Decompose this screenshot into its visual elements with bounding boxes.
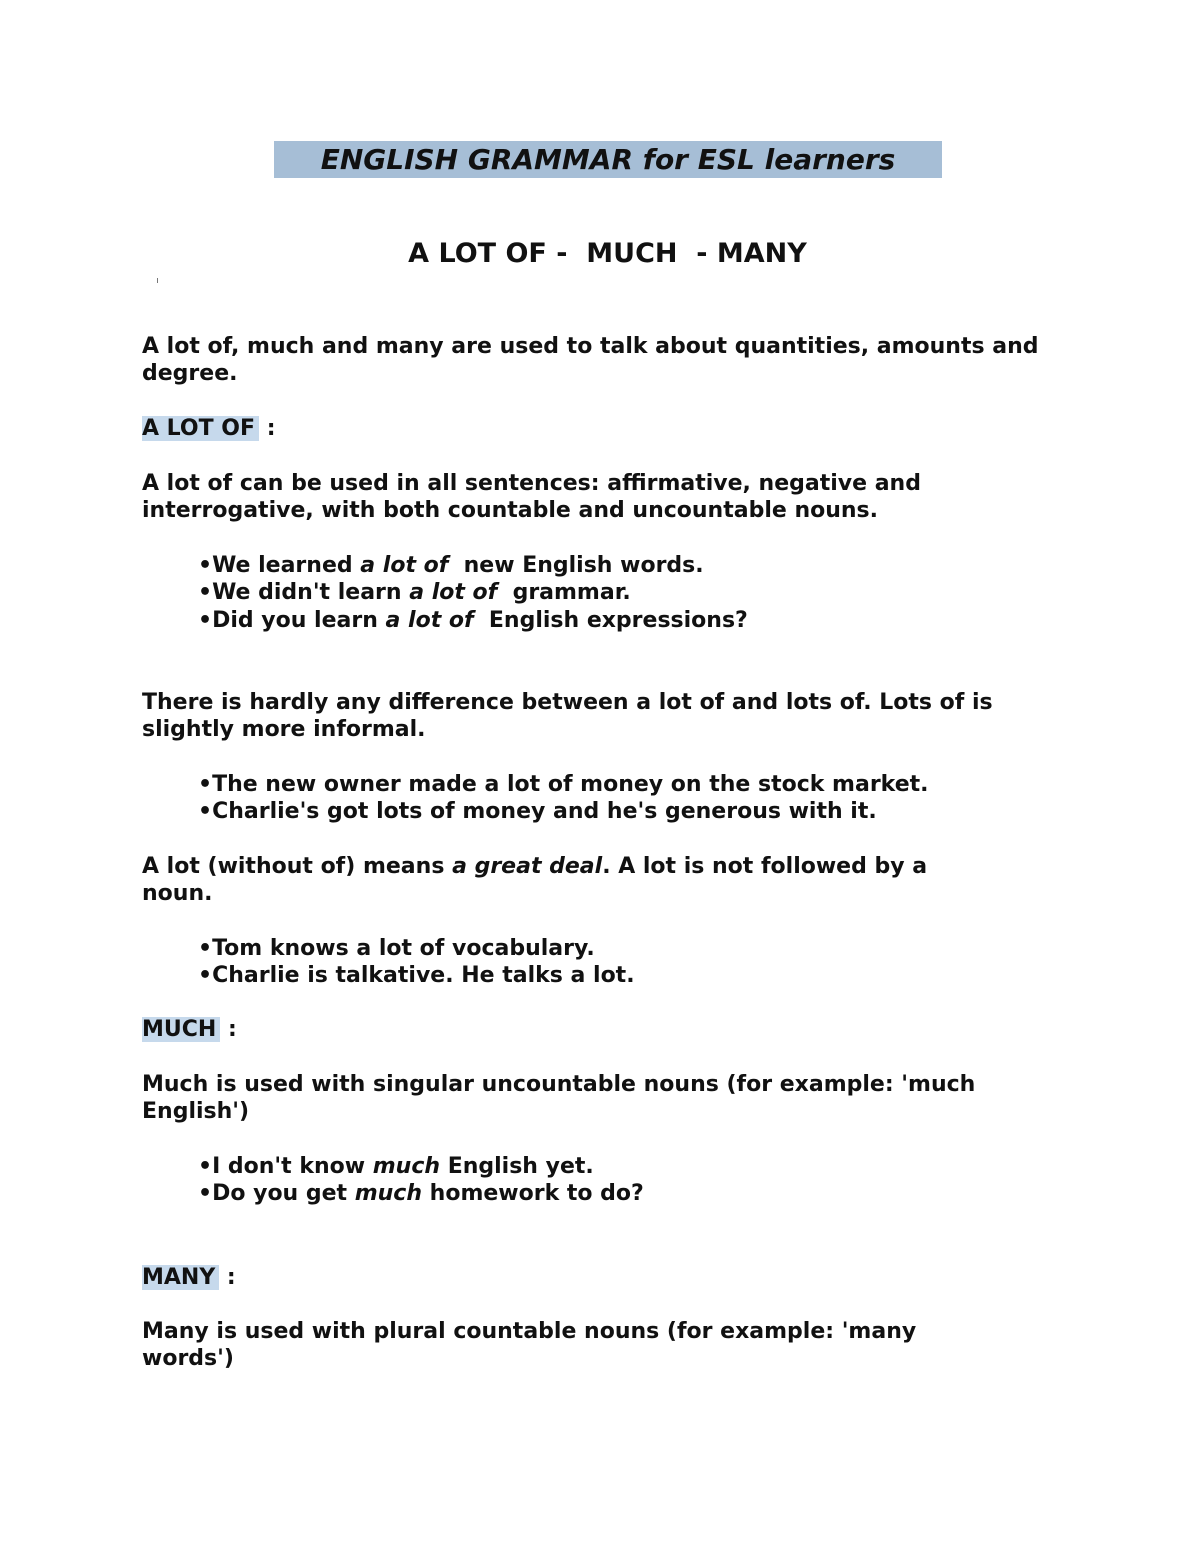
a-lot-examples xyxy=(198,935,635,990)
list-item: • Did you learn a lot of English expressions? xyxy=(198,607,748,634)
list-item: • Tom knows a lot of vocabulary. xyxy=(198,935,635,962)
heading-colon: : xyxy=(219,1265,236,1290)
much-examples xyxy=(198,1153,644,1208)
section-heading-much xyxy=(142,1016,237,1043)
section-heading-many xyxy=(142,1264,236,1291)
lots-of-note: There is hardly any difference between a lot of and lots of. Lots of is slightly more informal. xyxy=(142,690,993,742)
list-item: • Charlie is talkative. He talks a lot. xyxy=(198,962,635,989)
a-lot-of-description: A lot of can be used in all sentences: affirmative, negative and interrogative, with both countable and uncountable nouns. xyxy=(142,471,921,523)
list-item: • We learned a lot of new English words. xyxy=(198,552,748,579)
list-item: • Charlie's got lots of money and he's generous with it. xyxy=(198,798,929,825)
list-item: • The new owner made a lot of money on the stock market. xyxy=(198,771,929,798)
section-heading-a-lot-of xyxy=(142,415,276,442)
a-lot-note: A lot (without of) means a great deal. A lot is not followed by a noun. xyxy=(142,854,928,906)
much-description: Much is used with singular uncountable nouns (for example: 'much English') xyxy=(142,1072,976,1124)
many-description: Many is used with plural countable nouns (for example: 'many words') xyxy=(142,1319,917,1371)
a-lot-of-examples xyxy=(198,552,748,634)
list-item: • We didn't learn a lot of grammar. xyxy=(198,579,748,606)
list-item: • I don't know much English yet. xyxy=(198,1153,644,1180)
heading-colon: : xyxy=(259,416,276,441)
lots-of-examples xyxy=(198,771,929,826)
heading-highlight: MANY xyxy=(142,1265,219,1290)
heading-colon: : xyxy=(220,1017,237,1042)
intro-paragraph: A lot of, much and many are used to talk about quantities, amounts and degree. xyxy=(142,334,1039,386)
document-title: ENGLISH GRAMMAR for ESL learners xyxy=(274,141,942,178)
list-item: • Do you get much homework to do? xyxy=(198,1180,644,1207)
lesson-subtitle: A LOT OF - MUCH - MANY xyxy=(408,238,807,269)
stray-mark xyxy=(157,278,158,283)
heading-highlight: A LOT OF xyxy=(142,416,259,441)
heading-highlight: MUCH xyxy=(142,1017,220,1042)
